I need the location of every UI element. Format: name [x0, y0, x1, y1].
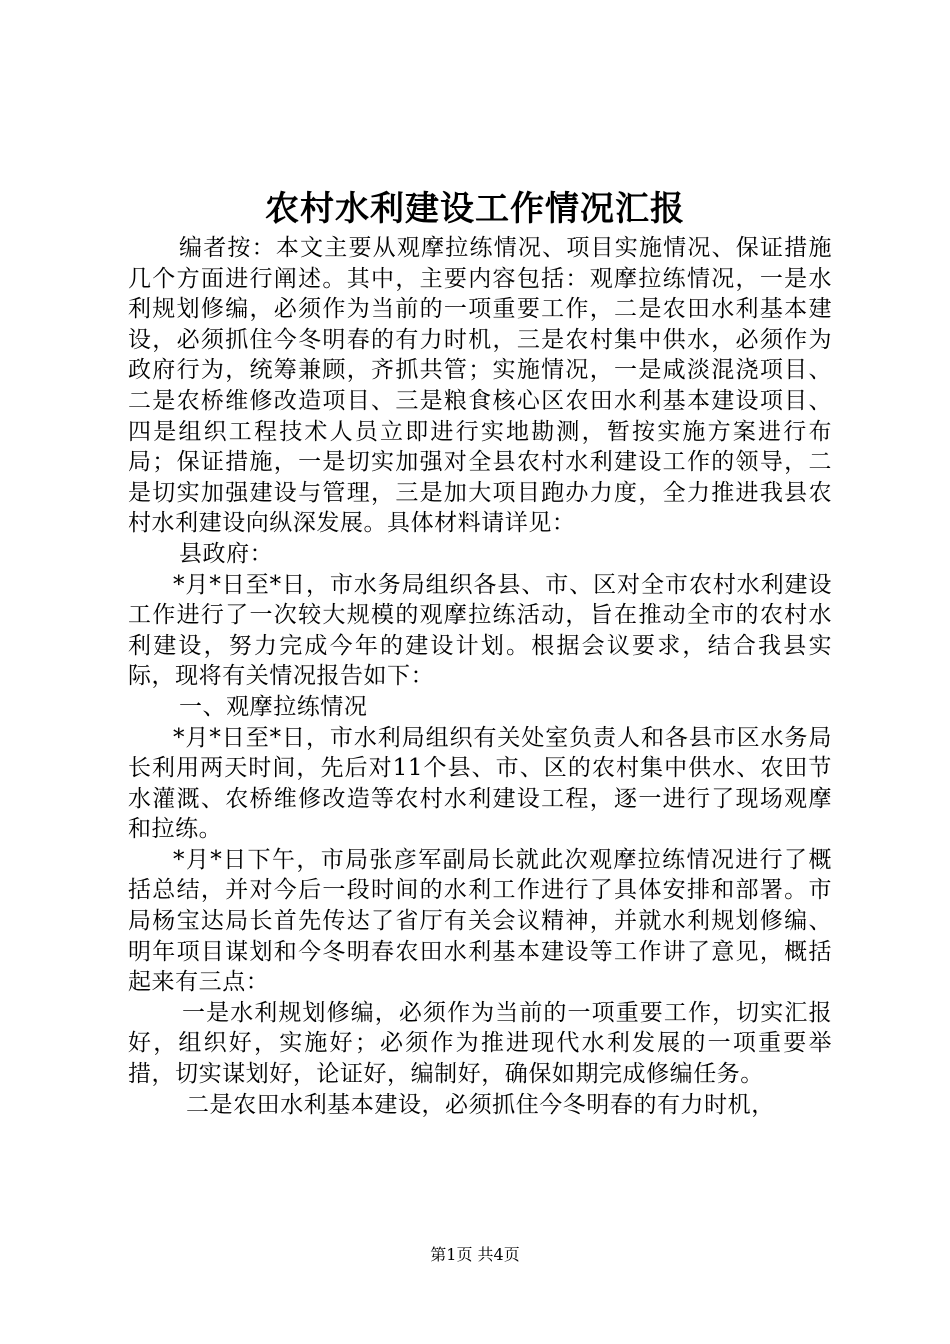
page-number-footer: 第1页 共4页 [430, 1245, 520, 1264]
document-title: 农村水利建设工作情况汇报 [265, 189, 685, 229]
editor-note-paragraph: 编者按：本文主要从观摩拉练情况、项目实施情况、保证措施几个方面进行阐述。其中，主要内容包括：观摩拉练情况，一是水利规划修编，必须作为当前的一项重要工作，二是农田水利基本建设，必须抓住今冬明春的有力时机，三是农村集中供水，必须作为政府行为，统筹兼顾，齐抓共管；实施情况，一是咸淡混浇项目、二是农桥维修改造项目、三是粮食核心区农田水利基本建设项目、四是组织工程技术人员立即进行实地勘测，暂按实施方案进行布局；保证措施，一是切实加强对全县农村水利建设工作的领导，二是切实加强建设与管理，三是加大项目跑办力度，全力推进我县农村水利建设向纵深发展。具体材料请详见： [128, 235, 832, 537]
document-body [128, 233, 832, 1120]
salutation-paragraph: 县政府： [179, 540, 274, 567]
intro-paragraph: *月*日至*日，市水务局组织各县、市、区对全市农村水利建设工作进行了一次较大规模的观摩拉练活动，旨在推动全市的农村水利建设，努力完成今年的建设计划。根据会议要求，结合我县实际，现将有关情况报告如下： [128, 571, 832, 690]
body-paragraph: 一是水利规划修编，必须作为当前的一项重要工作，切实汇报好，组织好，实施好；必须作为推进现代水利发展的一项重要举措，切实谋划好，论证好，编制好，确保如期完成修编任务。 [128, 999, 832, 1088]
body-paragraph: *月*日至*日，市水利局组织有关处室负责人和各县市区水务局长利用两天时间，先后对11个县、市、区的农村集中供水、农田节水灌溉、农桥维修改造等农村水利建设工程，逐一进行了现场观摩和拉练。 [128, 724, 832, 843]
section-heading: 一、观摩拉练情况 [179, 693, 368, 720]
body-paragraph: *月*日下午，市局张彦军副局长就此次观摩拉练情况进行了概括总结，并对今后一段时间的水利工作进行了具体安排和部署。市局杨宝达局长首先传达了省厅有关会议精神，并就水利规划修编、明年项目谋划和今冬明春农田水利基本建设等工作讲了意见，概括起来有三点： [128, 846, 832, 996]
body-paragraph: 二是农田水利基本建设，必须抓住今冬明春的有力时机， [186, 1091, 775, 1118]
